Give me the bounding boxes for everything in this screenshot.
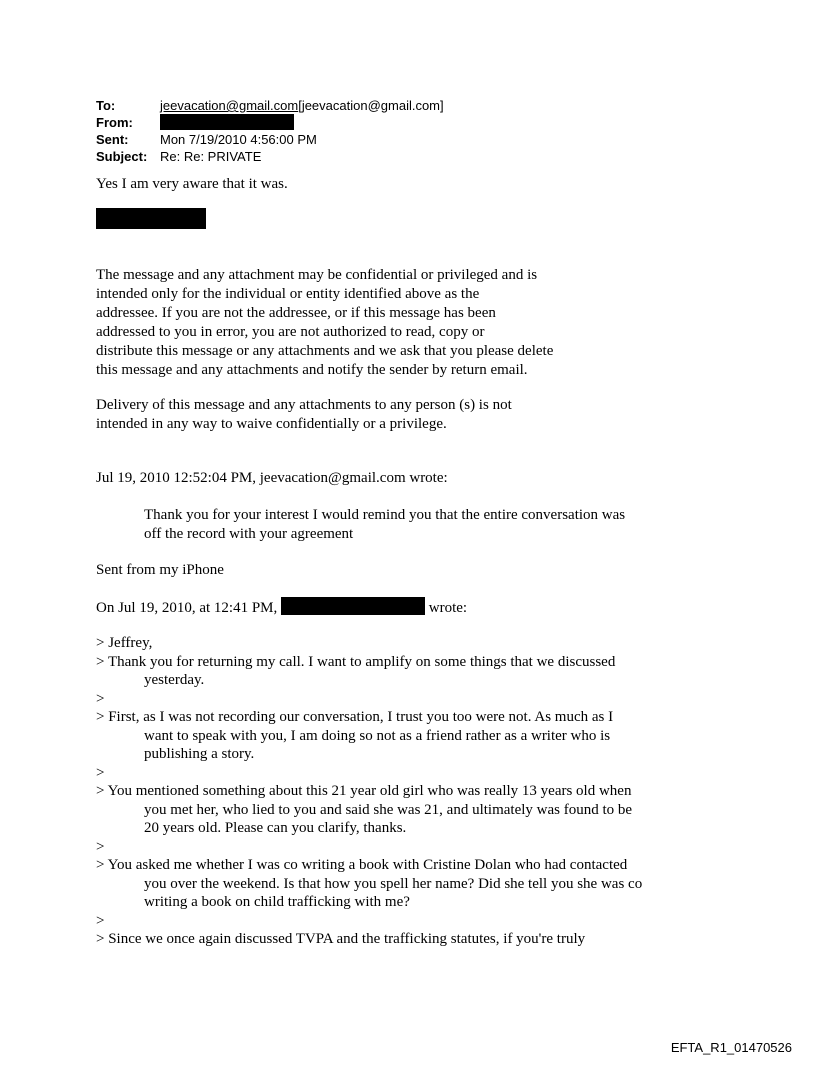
message-line: publishing a story.: [144, 746, 255, 762]
message-line: >: [96, 690, 105, 707]
quoted-header: Jul 19, 2010 12:52:04 PM, jeevacation@gmail.com wrote:: [96, 470, 448, 486]
subject-row: [96, 147, 696, 164]
to-label: To:: [96, 98, 116, 113]
quoted-reply: [144, 506, 625, 544]
sender-redaction: [281, 597, 425, 615]
message-line: > You mentioned something about this 21 year old girl who was really 13 years old when: [96, 783, 632, 799]
message-line: want to speak with you, I am doing so not as a friend rather as a writer who is: [144, 727, 611, 744]
to-email-link[interactable]: jeevacation@gmail.com: [160, 98, 299, 113]
reply-text: Yes I am very aware that it was.: [96, 176, 288, 192]
signature-redaction: [96, 208, 206, 229]
from-row: [96, 113, 696, 130]
message-line: >: [96, 912, 105, 929]
sent-value: Mon 7/19/2010 4:56:00 PM: [160, 132, 317, 147]
message-line: you over the weekend. Is that how you spell her name? Did she tell you she was co: [144, 875, 643, 892]
to-value: [160, 98, 444, 113]
subject-label: Subject:: [96, 149, 148, 164]
message-line: > Jeffrey,: [96, 635, 153, 651]
on-suffix: wrote:: [428, 600, 468, 616]
disclaimer-line: addressed to you in error, you are not authorized to read, copy or: [96, 324, 485, 340]
message-line: yesterday.: [144, 672, 205, 688]
message-line: > You asked me whether I was co writing a book with Cristine Dolan who had contacted: [96, 857, 628, 873]
from-redaction: [160, 114, 294, 130]
to-row: [96, 96, 696, 113]
delivery-line: intended in any way to waive confidentially or a privilege.: [96, 416, 447, 432]
on-prefix: On Jul 19, 2010, at 12:41 PM,: [96, 600, 278, 616]
disclaimer-line: intended only for the individual or entity identified above as the: [96, 286, 480, 302]
subject-value: Re: Re: PRIVATE: [160, 149, 262, 164]
email-header: [96, 96, 696, 164]
disclaimer-line: distribute this message or any attachments and we ask that you please delete: [96, 343, 554, 359]
document-id: EFTA_R1_01470526: [670, 1040, 792, 1055]
from-label: From:: [96, 115, 133, 130]
sent-from-signature: Sent from my iPhone: [96, 562, 224, 578]
disclaimer-line: The message and any attachment may be confidential or privileged and is: [96, 267, 538, 283]
message-line: >: [96, 764, 105, 781]
message-line: > Thank you for returning my call. I want to amplify on some things that we discussed: [96, 653, 616, 670]
confidentiality-disclaimer: [96, 266, 553, 380]
message-line: writing a book on child trafficking with me?: [144, 894, 410, 910]
message-line: >: [96, 838, 105, 855]
to-email-bracket: [jeevacation@gmail.com]: [298, 98, 444, 113]
delivery-line: Delivery of this message and any attachments to any person (s) is not: [96, 397, 512, 413]
delivery-notice: [96, 396, 512, 434]
on-date-wrote-line: [96, 597, 467, 618]
sent-row: [96, 130, 696, 147]
quoted-line: off the record with your agreement: [144, 526, 354, 542]
disclaimer-line: addressee. If you are not the addressee, or if this message has been: [96, 305, 496, 321]
disclaimer-line: this message and any attachments and notify the sender by return email.: [96, 362, 528, 378]
message-line: 20 years old. Please can you clarify, thanks.: [144, 820, 407, 836]
message-line: > Since we once again discussed TVPA and the trafficking statutes, if you're truly: [96, 931, 586, 947]
quoted-line: Thank you for your interest I would remind you that the entire conversation was: [144, 507, 626, 523]
sent-label: Sent:: [96, 132, 129, 147]
message-line: you met her, who lied to you and said she was 21, and ultimately was found to be: [144, 801, 633, 818]
message-line: > First, as I was not recording our conversation, I trust you too were not. As much as I: [96, 709, 614, 725]
